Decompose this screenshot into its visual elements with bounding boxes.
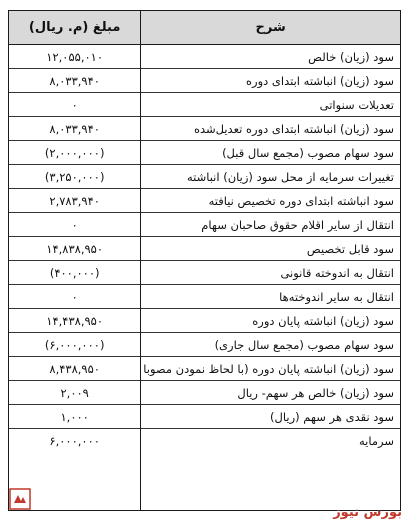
- description-cell-15: سود (زیان) خالص هر سهم- ریال: [141, 381, 400, 405]
- amount-cell-7: ۲,۷۸۳,۹۴۰: [9, 189, 140, 213]
- amount-cell-14: ۸,۴۳۸,۹۵۰: [9, 357, 140, 381]
- description-header: شرح: [141, 11, 400, 45]
- description-cell-11: انتقال به سایر اندوخته‌ها: [141, 285, 400, 309]
- amount-cell-9: ۱۴,۸۳۸,۹۵۰: [9, 237, 140, 261]
- red-logo-icon: [9, 488, 31, 510]
- description-cell-8: انتقال از سایر اقلام حقوق صاحبان سهام: [141, 213, 400, 237]
- amount-cell-5: (۲,۰۰۰,۰۰۰): [9, 141, 140, 165]
- description-cell-9: سود قابل تخصیص: [141, 237, 400, 261]
- financial-table: [8, 10, 401, 511]
- amount-cell-1: ۱۲,۰۵۵,۰۱۰: [9, 45, 140, 69]
- amount-cell-17: ۶,۰۰۰,۰۰۰: [49, 434, 100, 448]
- amount-cell-6: (۳,۲۵۰,۰۰۰): [9, 165, 140, 189]
- description-cell-17: سرمایه: [358, 434, 394, 448]
- amount-cell-16: ۱,۰۰۰: [9, 405, 140, 429]
- amount-cell-12: ۱۴,۴۳۸,۹۵۰: [9, 309, 140, 333]
- description-cell-13: سود سهام مصوب (مجمع سال جاری): [141, 333, 400, 357]
- description-cell-14: سود (زیان) انباشته پایان دوره (با لحاظ نمودن مصوبا: [141, 357, 400, 381]
- description-cell-2: سود (زیان) انباشته ابتدای دوره: [141, 69, 400, 93]
- amount-cell-3: ۰: [9, 93, 140, 117]
- description-cell-12: سود (زیان) انباشته پایان دوره: [141, 309, 400, 333]
- description-cell-7: سود انباشته ابتدای دوره تخصیص نیافته: [141, 189, 400, 213]
- amount-cell-10: (۴۰۰,۰۰۰): [9, 261, 140, 285]
- amount-cell-4: ۸,۰۳۳,۹۴۰: [9, 117, 140, 141]
- watermark-logo: بورس نیوز: [333, 505, 402, 520]
- description-cell-4: سود (زیان) انباشته ابتدای دوره تعدیل‌شده: [141, 117, 400, 141]
- amount-cell-15: ۲,۰۰۹: [9, 381, 140, 405]
- description-cell-16: سود نقدی هر سهم (ریال): [141, 405, 400, 429]
- description-cell-1: سود (زیان) خالص: [141, 45, 400, 69]
- description-cell-5: سود سهام مصوب (مجمع سال قبل): [141, 141, 400, 165]
- description-cell-10: انتقال به اندوخته قانونی: [141, 261, 400, 285]
- amount-column: [8, 10, 140, 511]
- amount-cell-13: (۶,۰۰۰,۰۰۰): [9, 333, 140, 357]
- description-cell-3: تعدیلات سنواتی: [141, 93, 400, 117]
- amount-cell-8: ۰: [9, 213, 140, 237]
- amount-header: مبلغ (م. ریال): [9, 11, 140, 45]
- amount-cell-2: ۸,۰۳۳,۹۴۰: [9, 69, 140, 93]
- amount-cell-11: ۰: [9, 285, 140, 309]
- description-column: [140, 10, 401, 511]
- description-cell-6: تغییرات سرمایه از محل سود (زیان) انباشته: [141, 165, 400, 189]
